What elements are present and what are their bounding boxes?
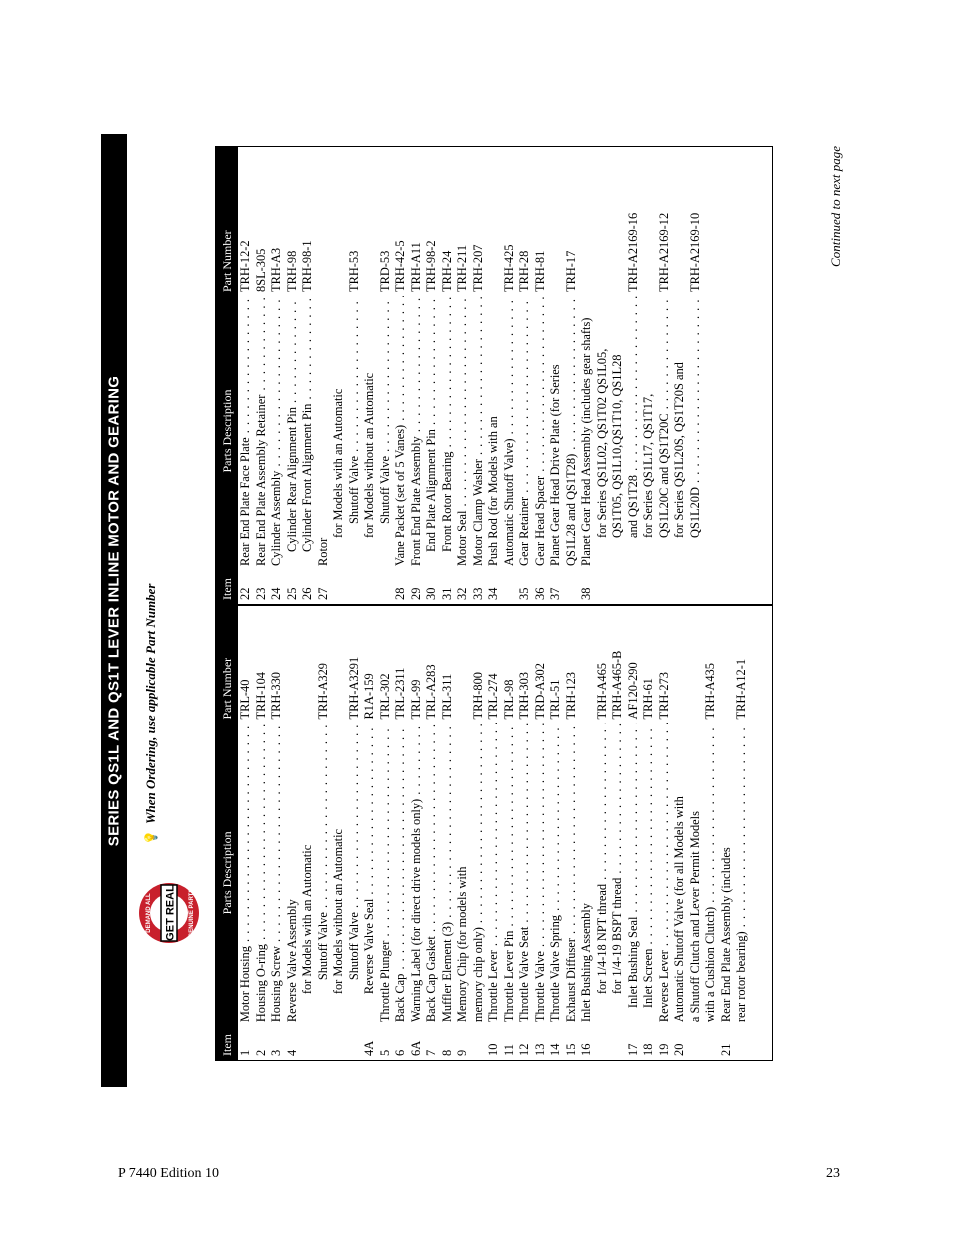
part-description: Shutoff Valve . . . [347,723,363,1022]
item-number: 8 [439,1049,454,1056]
item-number [703,1022,719,1060]
table-row [626,146,642,604]
table-row [517,146,533,604]
part-description: QS1T05, QS1L10,QS1T10, QS1L28 [610,354,624,538]
part-number: TRH-98-2 [424,240,438,292]
part-number: TRH-61 [641,678,655,720]
table-row [455,606,471,1060]
table-row [378,146,394,604]
item-number [595,1022,611,1060]
table-row [238,606,254,1060]
part-number: TRD-53 [377,250,392,292]
part-description: Cylinder Assembly . . . [269,296,285,566]
item-number: 36 [532,587,547,600]
footer-publication: P 7440 Edition 10 [118,1166,219,1181]
item-number [316,1022,332,1060]
part-description: Rear End Plate Face Plate . . . [238,296,254,566]
part-number: TRL-98 [501,679,516,720]
part-number: TRL-99 [408,679,423,720]
part-number [486,146,502,296]
part-description: Inlet Bushing Assembly [579,903,593,1023]
part-number [331,146,347,296]
part-number: TRH-A12-1 [734,658,748,720]
part-number: TRL-51 [548,679,562,720]
part-number [362,146,378,296]
table-row [657,606,673,1060]
table-row [564,146,580,604]
header-part-number: Part Number [219,657,234,720]
part-description: QS1L20D . . . [688,296,704,566]
header-desc: Parts Description [219,389,234,473]
table-row [502,146,518,604]
part-number: TRH-A465-B [610,650,624,720]
ordering-note [143,584,159,845]
table-row [362,606,378,1060]
part-description: for Models with an Automatic [300,844,314,995]
part-description: Rear End Plate Assembly (includes [718,847,733,1023]
table-row [641,606,657,1060]
item-number: 11 [501,1044,516,1056]
item-number [641,566,657,604]
item-number [300,1022,316,1060]
part-description: Throttle Valve Seat . . . [517,724,533,1023]
table-row [254,146,270,604]
part-description: Exhaust Diffuser . . . [564,724,580,1023]
part-description: Planet Gear Head Assembly (includes gear shafts) [579,317,593,566]
item-number: 32 [455,587,469,600]
table-body-right [238,146,703,604]
part-number [595,146,611,296]
table-row [517,606,533,1060]
part-number: TRH-800 [470,672,485,720]
table-row [688,146,704,604]
table-row [610,146,626,604]
part-description: Planet Gear Head Drive Plate (for Series [548,364,562,566]
table-row [254,606,270,1060]
part-description: Housing Screw . . . [269,724,285,1023]
item-number [331,1022,347,1060]
item-number: 3 [269,1049,283,1056]
item-number: 4A [362,1040,376,1056]
part-number: TRL-A283 [424,664,438,720]
header-item: Item [219,1034,234,1056]
part-number: TRL-302 [377,673,392,720]
item-number: 15 [563,1043,578,1056]
table-row [564,606,580,1060]
part-description: and QS1T28 . . . [626,296,642,566]
table-row [486,606,502,1060]
table-row [424,606,440,1060]
table-row [347,146,363,604]
part-description: Automatic Shutoff Valve) . . . [502,296,518,566]
table-row [440,146,456,604]
part-description: Gear Head Spacer . . . [533,296,549,566]
table-row [269,606,285,1060]
item-number: 33 [470,587,485,600]
get-real-logo [137,881,201,945]
table-row [641,146,657,604]
table-row [285,606,301,1060]
part-number [579,146,595,296]
item-number: 1 [238,1049,252,1056]
table-row [533,606,549,1060]
part-number: TRL-2311 [393,667,407,720]
part-description: Muffler Element (3) . . . [440,724,456,1023]
table-row [486,146,502,604]
part-description: for Series QS1L02, QS1T02 QS1L05, [594,348,609,538]
part-description: rear rotor bearing) . . . [734,724,750,1023]
table-row [672,606,688,1060]
table-row [548,606,564,1060]
part-number: TRH-42-5 [393,240,407,292]
svg-text:DEMAND ALL: DEMAND ALL [146,893,152,933]
part-number [285,606,301,723]
part-number [672,146,688,296]
part-description: with a Cushion Clutch) . . . [703,724,719,1023]
footer-page-number: 23 [826,1166,840,1181]
part-number [316,146,332,296]
table-row [455,146,471,604]
item-number: 14 [548,1043,562,1056]
table-row [331,606,347,1060]
part-description: Motor Clamp Washer . . . [471,296,487,566]
part-number: TRH-A2169-10 [687,212,702,292]
table-row [471,606,487,1060]
part-number: TRH-28 [517,250,531,292]
header-item: Item [219,578,234,600]
part-number: TRH-98 [284,250,299,292]
part-number [548,146,564,296]
item-number: 2 [253,1049,268,1056]
part-number: TRL-40 [238,679,252,720]
item-number [688,566,704,604]
parts-table-left [216,604,772,1060]
lightbulb-icon: 💡 [143,830,158,845]
item-number [502,566,518,604]
table-row [502,606,518,1060]
item-number [672,566,688,604]
header-part-number: Part Number [219,230,234,292]
item-number [626,566,642,604]
part-description: Vane Packet (set of 5 Vanes) . . . [393,296,409,566]
part-number: TRH-A2169-12 [656,212,671,292]
table-row [672,146,688,604]
part-number: TRL-274 [486,673,500,720]
item-number: 20 [672,1043,686,1056]
table-row [378,606,394,1060]
part-number [455,606,471,723]
item-number: 28 [393,587,407,600]
table-row [440,606,456,1060]
part-description: a Shutoff Clutch and Lever Permit Models [687,811,702,1023]
item-number: 38 [579,587,593,600]
part-number: TRH-273 [656,672,671,720]
part-number [331,606,347,723]
item-number: 22 [238,587,252,600]
table-row [626,606,642,1060]
parts-table [215,146,843,1061]
part-number [300,606,316,723]
table-row [533,146,549,604]
part-number [641,146,657,296]
part-description: for Models without an Automatic [362,372,376,538]
part-number: TRH-81 [532,250,547,292]
part-description: Reverse Valve Assembly [284,899,299,1023]
part-description: for Series QS1L20S, QS1T20S and [672,362,686,538]
part-number: TRH-53 [346,250,361,292]
item-number: 7 [424,1049,438,1056]
part-description: Memory Chip (for models with [455,866,469,1023]
part-number: TRH-A3291 [346,656,361,720]
part-description: Inlet Screen . . . [641,723,657,1022]
table-row [719,606,735,1060]
table-row [285,146,301,604]
table-row [316,146,332,604]
item-number [331,566,347,604]
part-description: Front Rotor Bearing . . . [440,296,456,566]
part-number: TRH-98-1 [300,240,314,292]
part-number: TRH-A329 [315,662,330,720]
part-description: Reverse Valve Seal . . . [362,723,378,1022]
item-number: 17 [625,1043,640,1056]
item-number: 9 [455,1049,469,1056]
item-number: 21 [718,1043,733,1056]
item-number: 6 [393,1049,407,1056]
item-number: 12 [517,1043,531,1056]
table-row [595,606,611,1060]
part-description: Throttle Valve Spring . . . [548,724,564,1023]
part-description: for 1/4-19 BSPT thread . . . [610,723,626,1022]
svg-text:GET REAL: GET REAL [164,885,177,941]
part-description: Reverse Lever . . . [657,724,673,1023]
part-number: TRH-207 [470,244,485,292]
part-number: TRH-211 [455,244,469,292]
part-description: for Models without an Automatic [331,828,345,995]
part-description: Shutoff Valve . . . [316,723,332,1022]
part-description: Throttle Lever Pin . . . [502,724,518,1023]
part-number: TRH-123 [563,672,578,720]
table-header-left [216,606,238,1060]
part-number: R1A-159 [362,673,376,720]
part-description: for Series QS1L17, QS1T17, [641,393,655,538]
table-row [734,606,750,1060]
continued-note: Continued to next page [828,146,843,267]
part-description: Shutoff Valve . . . [347,296,363,566]
part-description: Inlet Bushing Seal . . . [626,723,642,1022]
item-number: 18 [641,1043,655,1056]
table-row [269,146,285,604]
part-number: TRH-104 [253,672,268,720]
header-desc: Parts Description [219,831,234,915]
item-number: 13 [532,1043,547,1056]
part-description: Automatic Shutoff Valve (for all Models with [672,796,686,1023]
part-number: 8SL-305 [253,248,268,292]
part-description: Motor Housing . . . [238,724,254,1023]
table-row [393,146,409,604]
part-description: Warning Label (for direct drive models only) . . . [409,724,425,1023]
part-number: TRH-330 [269,672,283,720]
item-number [378,566,394,604]
item-number: 5 [377,1049,392,1056]
item-number [347,1022,363,1060]
item-number: 31 [439,587,454,600]
item-number: 25 [284,587,299,600]
part-description: QS1L28 and QS1T28) . . . [564,296,580,566]
part-description: Push Rod (for Models with an [486,416,500,566]
part-number: TRL-311 [439,673,454,720]
part-description: Back Cap Gasket . . . [424,724,440,1023]
part-number: TRH-17 [563,250,578,292]
table-header-right [216,146,238,604]
item-number [610,566,626,604]
part-number: TRH-12-2 [238,240,252,292]
parts-table-right [216,146,843,604]
part-description: Motor Seal . . . [455,296,471,566]
table-row [610,606,626,1060]
item-number [610,1022,626,1060]
table-row [471,146,487,604]
table-row [579,146,595,604]
table-row [579,606,595,1060]
item-number: 37 [548,587,562,600]
part-description: Throttle Plunger . . . [378,724,394,1023]
item-number: 27 [315,587,330,600]
item-number [688,1022,704,1060]
table-row [347,606,363,1060]
item-number [564,566,580,604]
table-row [548,146,564,604]
part-description: memory chip only) . . . [471,724,487,1023]
item-number: 34 [486,587,500,600]
part-description: Shutoff Valve . . . [378,296,394,566]
table-row [409,606,425,1060]
item-number [657,566,673,604]
table-row [300,606,316,1060]
part-number [688,606,704,723]
table-row [362,146,378,604]
table-row [688,606,704,1060]
part-number [672,606,688,723]
part-description: Housing O-ring . . . [254,724,270,1023]
part-number: TRH-A11 [408,242,423,292]
part-description: Front End Plate Assembly . . . [409,296,425,566]
item-number: 10 [486,1043,500,1056]
item-number: 6A [408,1040,423,1056]
part-description: Cylinder Front Alignment Pin . . . [300,296,316,566]
svg-text:GENUINE PARTS: GENUINE PARTS [189,888,195,938]
part-number [579,606,595,723]
table-row [657,146,673,604]
table-body-left [238,606,750,1060]
part-number: TRH-24 [439,250,454,292]
part-description: Throttle Lever . . . [486,724,502,1023]
part-number: TRH-425 [501,244,516,292]
item-number: 30 [424,587,438,600]
part-number [610,146,626,296]
item-number: 16 [579,1043,593,1056]
rotated-content [137,145,843,1085]
part-description: End Plate Alignment Pin . . . [424,296,440,566]
table-row [300,146,316,604]
part-number: TRH-A3 [269,247,283,292]
part-description: Gear Retainer . . . [517,296,533,566]
item-number: 26 [300,587,314,600]
part-description: Throttle Valve . . . [533,724,549,1023]
item-number [734,1022,750,1060]
item-number [362,566,378,604]
part-number: TRH-303 [517,672,531,720]
table-row [703,606,719,1060]
table-row [595,146,611,604]
item-number [595,566,611,604]
item-number: 29 [408,587,423,600]
page-title: SERIES QS1L AND QS1T LEVER INLINE MOTOR AND GEARING [105,375,123,846]
part-number: TRH-A2169-16 [625,212,640,292]
part-number [719,606,735,723]
part-number: TRH-A435 [703,663,717,720]
item-number [347,566,363,604]
item-number: 35 [517,587,531,600]
ordering-note-text: When Ordering, use applicable Part Number [143,583,158,825]
part-number: TRD-A302 [532,663,547,720]
part-description: for 1/4-18 NPT thread . . . [595,723,611,1022]
table-row [316,606,332,1060]
item-number [471,1022,487,1060]
table-row [409,146,425,604]
part-description: Cylinder Rear Alignment Pin . . . [285,296,301,566]
item-number: 19 [656,1043,671,1056]
table-row [424,146,440,604]
part-description: Rear End Plate Assembly Retainer . . . [254,296,270,566]
part-number: TRH-A465 [594,663,609,720]
table-row [331,146,347,604]
table-row [393,606,409,1060]
table-row [238,146,254,604]
item-number: 4 [284,1049,299,1056]
part-number: AF120-290 [625,662,640,720]
part-description: for Models with an Automatic [331,388,345,538]
item-number: 24 [269,587,283,600]
part-description: QS1L20C and QS1T20C . . . [657,296,673,566]
item-number: 23 [253,587,268,600]
part-description: Rotor [315,537,330,566]
part-description: Back Cap . . . [393,724,409,1023]
